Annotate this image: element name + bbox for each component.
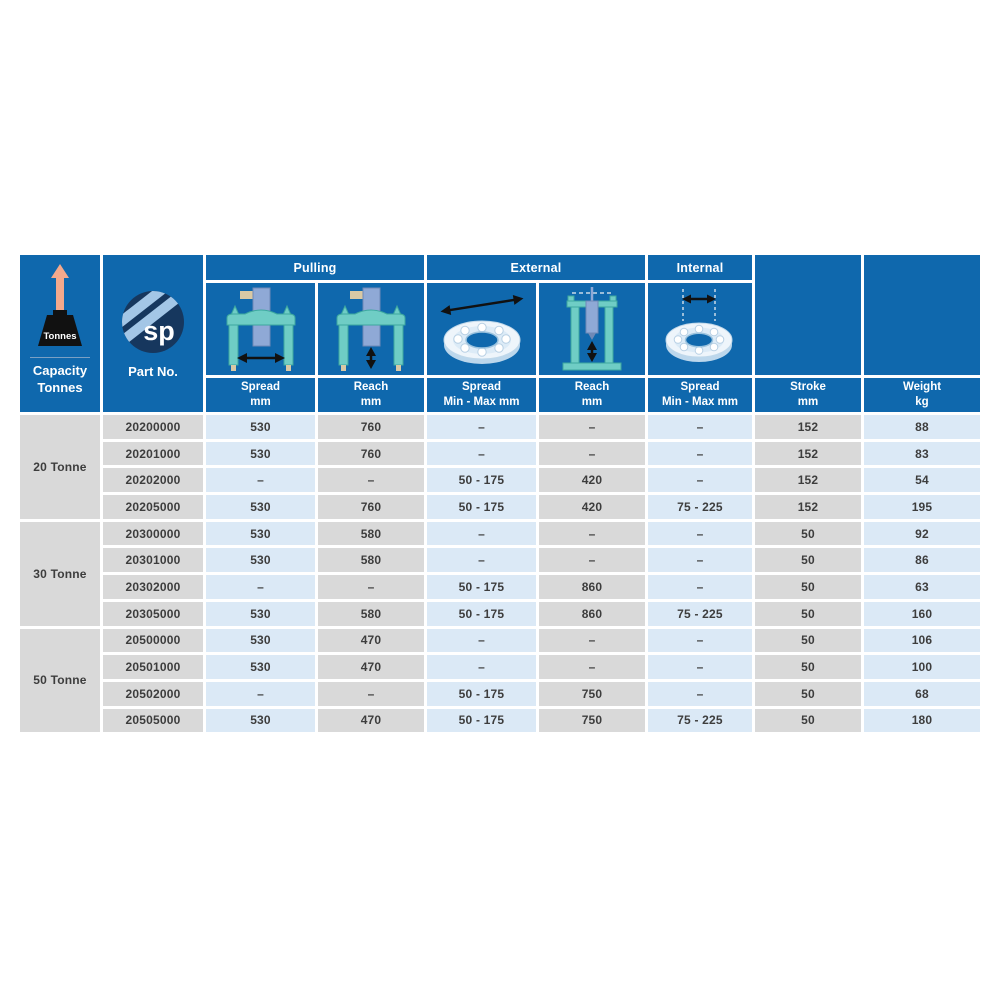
external-spread-cell: – [427,442,536,466]
stroke-cell: 50 [755,522,861,546]
weight-cell: 88 [864,415,980,439]
stroke-cell: 50 [755,575,861,599]
capacity-label [33,363,87,396]
icon-cell-pulling-reach [318,283,424,375]
icon-cell-external-spread [427,283,536,375]
bearing-external-spread-icon [432,285,532,373]
weight-cell: 106 [864,629,980,653]
weight-cell: 180 [864,709,980,733]
sp-logo-text: sp [143,315,175,346]
subheader-line1: Reach [574,380,610,393]
pulling-reach-cell: 580 [318,522,424,546]
external-spread-cell: 50 - 175 [427,575,536,599]
stroke-cell: 152 [755,468,861,492]
stroke-cell: 50 [755,655,861,679]
pulling-reach-cell: 470 [318,709,424,733]
pulling-spread-cell: 530 [206,629,315,653]
internal-spread-cell: – [648,522,752,546]
internal-spread-cell: – [648,655,752,679]
external-reach-cell: 750 [539,682,645,706]
stroke-cell: 152 [755,495,861,519]
stroke-header-spacer [755,255,861,375]
capacity-header [20,255,100,412]
part-number-cell: 20500000 [103,629,203,653]
subheader-line1: Weight [902,380,942,393]
part-number-cell: 20305000 [103,602,203,626]
part-no-label: Part No. [128,363,178,379]
part-number-cell: 20501000 [103,655,203,679]
subheader-weight [864,378,980,412]
puller-spread-icon [219,285,303,373]
part-number-cell: 20201000 [103,442,203,466]
pulling-reach-cell: – [318,468,424,492]
spec-table [20,255,980,732]
external-spread-cell: 50 - 175 [427,495,536,519]
part-number-cell: 20200000 [103,415,203,439]
icon-cell-pulling-spread [206,283,315,375]
subheader-line2: kg [915,396,929,408]
stroke-cell: 50 [755,682,861,706]
external-spread-cell: 50 - 175 [427,709,536,733]
internal-spread-cell: – [648,415,752,439]
pulling-spread-cell: 530 [206,655,315,679]
stroke-cell: 152 [755,415,861,439]
subheader-line2: mm [250,396,271,408]
stroke-cell: 50 [755,709,861,733]
weight-cell: 86 [864,548,980,572]
weight-cell: 63 [864,575,980,599]
weight-cell: 195 [864,495,980,519]
icon-cell-external-reach [539,283,645,375]
subheader-line2: Min - Max mm [661,396,739,408]
external-reach-cell: 750 [539,709,645,733]
puller-reach-icon [329,285,413,373]
external-reach-cell: – [539,629,645,653]
capacity-divider [30,357,89,358]
external-reach-cell: 420 [539,468,645,492]
internal-spread-cell: – [648,548,752,572]
part-number-cell: 20202000 [103,468,203,492]
subheader-line2: mm [360,396,382,408]
internal-spread-cell: 75 - 225 [648,495,752,519]
subheader-line1: Stroke [790,380,826,393]
puller-frame-reach-icon [550,285,634,373]
pulling-spread-cell: 530 [206,548,315,572]
internal-spread-cell: – [648,442,752,466]
external-reach-cell: 860 [539,602,645,626]
external-spread-cell: 50 - 175 [427,468,536,492]
icon-cell-internal-spread [648,283,752,375]
stroke-cell: 50 [755,602,861,626]
external-reach-cell: – [539,522,645,546]
part-no-header [103,255,203,412]
internal-spread-cell: – [648,682,752,706]
external-spread-cell: – [427,655,536,679]
capacity-label-line2: Tonnes [37,379,83,395]
pulling-reach-cell: 470 [318,629,424,653]
pulling-spread-cell: 530 [206,495,315,519]
subheader-line2: mm [797,396,819,408]
subheader-line2: mm [581,396,603,408]
subheader-pulling-spread [206,378,315,412]
stroke-cell: 50 [755,629,861,653]
subheader-internal-spread [648,378,752,412]
subheader-line2: Min - Max mm [443,396,520,408]
external-spread-cell: – [427,522,536,546]
part-number-cell: 20302000 [103,575,203,599]
capacity-group-cell: 20 Tonne [20,415,100,519]
weight-header-spacer [864,255,980,375]
bearing-internal-spread-icon [652,285,748,373]
weight-tonnes-text: Tonnes [43,331,77,342]
weight-cell: 54 [864,468,980,492]
external-reach-cell: 860 [539,575,645,599]
external-spread-cell: – [427,548,536,572]
pulling-reach-cell: 470 [318,655,424,679]
weight-cell: 68 [864,682,980,706]
internal-spread-cell: – [648,468,752,492]
pulling-reach-cell: 760 [318,415,424,439]
external-spread-cell: 50 - 175 [427,682,536,706]
pulling-spread-cell: – [206,682,315,706]
pulling-spread-cell: 530 [206,415,315,439]
external-reach-cell: – [539,415,645,439]
part-number-cell: 20301000 [103,548,203,572]
part-number-cell: 20205000 [103,495,203,519]
internal-spread-cell: 75 - 225 [648,602,752,626]
subheader-line1: Spread [462,380,501,393]
pulling-spread-cell: 530 [206,602,315,626]
group-header-pulling: Pulling [206,255,424,280]
subheader-line1: Reach [353,380,389,393]
pulling-reach-cell: 760 [318,495,424,519]
external-reach-cell: – [539,442,645,466]
pulling-spread-cell: – [206,575,315,599]
pulling-reach-cell: 760 [318,442,424,466]
pulling-spread-cell: 530 [206,522,315,546]
internal-spread-cell: – [648,575,752,599]
subheader-stroke [755,378,861,412]
subheader-external-spread [427,378,536,412]
weight-cell: 92 [864,522,980,546]
weight-tonnes-icon [30,263,90,351]
part-number-cell: 20502000 [103,682,203,706]
subheader-pulling-reach [318,378,424,412]
external-spread-cell: – [427,629,536,653]
internal-spread-cell: 75 - 225 [648,709,752,733]
internal-spread-cell: – [648,629,752,653]
pulling-spread-cell: 530 [206,709,315,733]
pulling-spread-cell: – [206,468,315,492]
pulling-reach-cell: – [318,575,424,599]
capacity-group-cell: 50 Tonne [20,629,100,733]
sp-logo-icon [120,289,186,355]
pulling-reach-cell: 580 [318,548,424,572]
external-reach-cell: 420 [539,495,645,519]
weight-cell: 100 [864,655,980,679]
subheader-line1: Spread [241,380,280,393]
external-reach-cell: – [539,548,645,572]
part-number-cell: 20300000 [103,522,203,546]
group-header-external: External [427,255,645,280]
group-header-internal: Internal [648,255,752,280]
stroke-cell: 152 [755,442,861,466]
subheader-line1: Spread [680,380,720,393]
stroke-cell: 50 [755,548,861,572]
subheader-external-reach [539,378,645,412]
weight-cell: 160 [864,602,980,626]
pulling-reach-cell: – [318,682,424,706]
pulling-reach-cell: 580 [318,602,424,626]
capacity-label-line1: Capacity [32,363,88,378]
weight-cell: 83 [864,442,980,466]
external-reach-cell: – [539,655,645,679]
external-spread-cell: 50 - 175 [427,602,536,626]
part-number-cell: 20505000 [103,709,203,733]
pulling-spread-cell: 530 [206,442,315,466]
external-spread-cell: – [427,415,536,439]
capacity-group-cell: 30 Tonne [20,522,100,626]
